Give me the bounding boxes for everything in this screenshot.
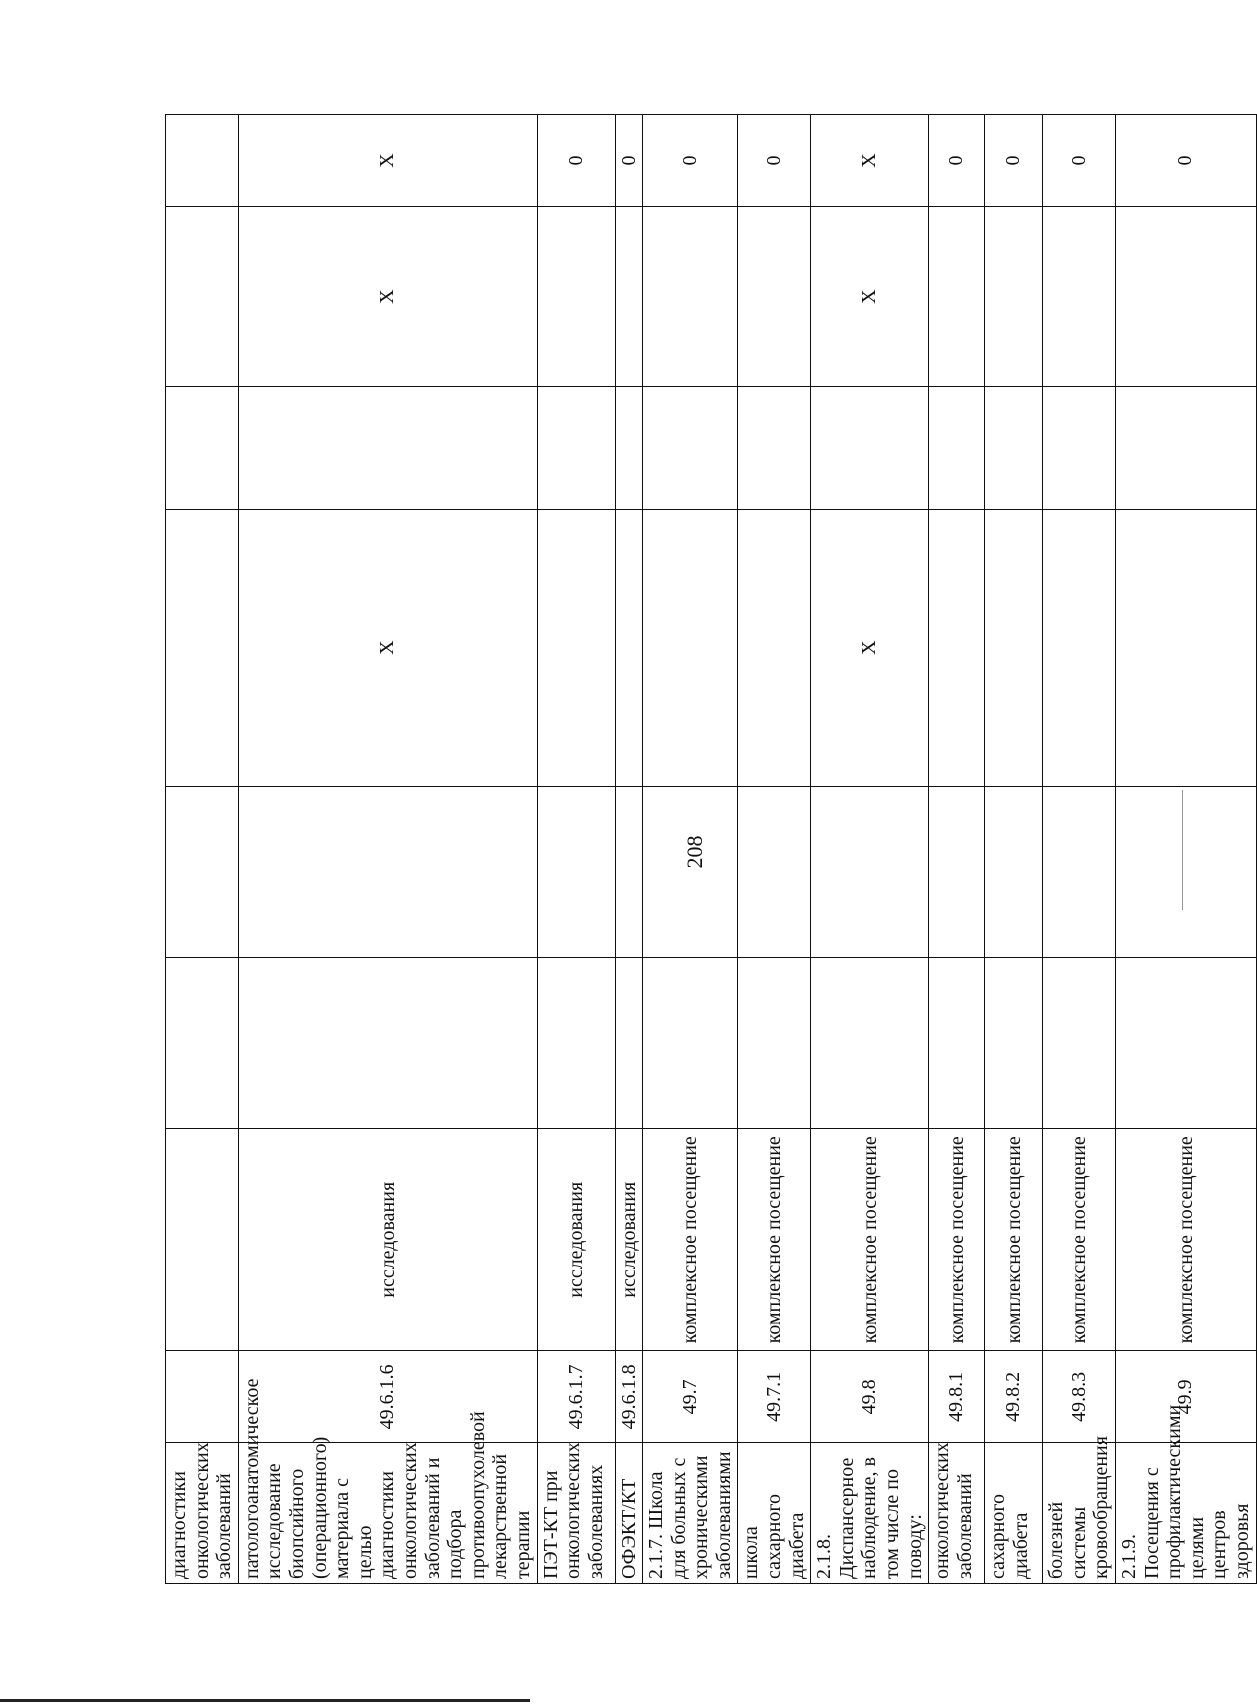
page-number: 208 xyxy=(682,835,707,869)
row-empty-cell xyxy=(643,957,738,1128)
row-mark-cell xyxy=(615,206,643,386)
row-empty-cell xyxy=(166,957,239,1128)
table-row xyxy=(238,115,537,1584)
data-table xyxy=(165,114,1257,1584)
row-name-cell: сахарного диабета xyxy=(985,1443,1043,1584)
scan-mark xyxy=(1182,790,1183,910)
row-unit-cell: комплексное посещение xyxy=(738,1129,811,1351)
row-value-cell: X xyxy=(811,115,929,207)
row-mark-cell xyxy=(1043,387,1116,510)
row-code-cell: 49.8.2 xyxy=(985,1351,1043,1443)
row-value-cell: X xyxy=(238,115,537,207)
row-mark-cell xyxy=(537,786,615,957)
row-mark-cell xyxy=(643,509,738,786)
row-mark-cell xyxy=(643,786,738,957)
row-mark-cell: X xyxy=(238,509,537,786)
row-code-cell: 49.6.1.6 xyxy=(238,1351,537,1443)
row-code-cell: 49.8 xyxy=(811,1351,929,1443)
row-mark-cell xyxy=(738,387,811,510)
row-unit-cell: комплексное посещение xyxy=(1116,1129,1257,1351)
row-empty-cell xyxy=(738,957,811,1128)
row-code-cell: 49.7 xyxy=(643,1351,738,1443)
row-mark-cell xyxy=(615,509,643,786)
row-mark-cell: X xyxy=(238,206,537,386)
row-empty-cell xyxy=(985,957,1043,1128)
row-mark-cell xyxy=(929,206,985,386)
row-mark-cell xyxy=(1043,786,1116,957)
row-mark-cell xyxy=(238,786,537,957)
row-mark-cell xyxy=(615,387,643,510)
table-row xyxy=(643,115,738,1584)
row-mark-cell xyxy=(537,387,615,510)
row-unit-cell: исследования xyxy=(537,1129,615,1351)
row-value-cell: 0 xyxy=(615,115,643,207)
table-row xyxy=(811,115,929,1584)
rotated-table-container xyxy=(165,114,1253,1584)
row-mark-cell xyxy=(1116,786,1257,957)
table-row xyxy=(615,115,643,1584)
row-mark-cell xyxy=(738,206,811,386)
row-name-cell: 2.1.7. Школа для больных с хроническими заболеваниями xyxy=(643,1443,738,1584)
row-value-cell: 0 xyxy=(929,115,985,207)
row-name-cell: онкологических заболеваний xyxy=(929,1443,985,1584)
row-empty-cell xyxy=(1116,957,1257,1128)
row-unit-cell: исследования xyxy=(238,1129,537,1351)
row-mark-cell: X xyxy=(811,509,929,786)
row-empty-cell xyxy=(929,957,985,1128)
table-row xyxy=(537,115,615,1584)
row-empty-cell xyxy=(537,957,615,1128)
row-name-cell: ПЭТ-КТ при онкологических заболеваниях xyxy=(537,1443,615,1584)
row-unit-cell: комплексное посещение xyxy=(1043,1129,1116,1351)
row-unit-cell: комплексное посещение xyxy=(985,1129,1043,1351)
row-code-cell: 49.8.3 xyxy=(1043,1351,1116,1443)
row-name-cell: патологоанатомическое исследование биопсийного (операционного) материала с целью диагностики онкологических заболеваний и подбора противоопухолевой лекарственной терапии xyxy=(238,1443,537,1584)
row-mark-cell xyxy=(166,206,239,386)
row-name-cell: диагностики онкологических заболеваний xyxy=(166,1443,239,1584)
row-value-cell: 0 xyxy=(643,115,738,207)
row-code-cell: 49.9 xyxy=(1116,1351,1257,1443)
row-mark-cell xyxy=(929,387,985,510)
row-empty-cell xyxy=(1043,957,1116,1128)
row-mark-cell xyxy=(1116,509,1257,786)
row-mark-cell xyxy=(643,206,738,386)
row-empty-cell xyxy=(615,957,643,1128)
row-mark-cell xyxy=(537,206,615,386)
row-mark-cell xyxy=(615,786,643,957)
row-mark-cell xyxy=(929,509,985,786)
row-name-cell: 2.1.9. Посещения с профилактическими целями центров здоровья xyxy=(1116,1443,1257,1584)
table-row xyxy=(985,115,1043,1584)
table-row xyxy=(166,115,239,1584)
row-mark-cell xyxy=(537,509,615,786)
row-value-cell: 0 xyxy=(738,115,811,207)
row-mark-cell xyxy=(985,509,1043,786)
row-mark-cell xyxy=(1116,206,1257,386)
table-row xyxy=(738,115,811,1584)
row-empty-cell xyxy=(238,957,537,1128)
row-code-cell: 49.6.1.7 xyxy=(537,1351,615,1443)
row-value-cell xyxy=(166,115,239,207)
row-mark-cell xyxy=(238,387,537,510)
row-name-cell: болезней системы кровообращения xyxy=(1043,1443,1116,1584)
row-mark-cell: X xyxy=(811,206,929,386)
row-mark-cell xyxy=(1043,206,1116,386)
row-mark-cell xyxy=(738,786,811,957)
row-code-cell: 49.8.1 xyxy=(929,1351,985,1443)
row-code-cell xyxy=(166,1351,239,1443)
row-code-cell: 49.7.1 xyxy=(738,1351,811,1443)
row-unit-cell xyxy=(166,1129,239,1351)
row-mark-cell xyxy=(985,786,1043,957)
row-mark-cell xyxy=(166,387,239,510)
row-name-cell: ОФЭКТ/КТ xyxy=(615,1443,643,1584)
table-row xyxy=(1116,115,1257,1584)
row-value-cell: 0 xyxy=(1043,115,1116,207)
footer-rule xyxy=(0,1699,530,1702)
table-row xyxy=(1043,115,1116,1584)
table-body xyxy=(166,115,1257,1584)
row-code-cell: 49.6.1.8 xyxy=(615,1351,643,1443)
row-mark-cell xyxy=(1116,387,1257,510)
row-mark-cell xyxy=(166,786,239,957)
row-name-cell: 2.1.8. Диспансерное наблюдение, в том числе по поводу: xyxy=(811,1443,929,1584)
row-value-cell: 0 xyxy=(1116,115,1257,207)
row-mark-cell xyxy=(985,387,1043,510)
row-unit-cell: исследования xyxy=(615,1129,643,1351)
row-value-cell: 0 xyxy=(985,115,1043,207)
table-row xyxy=(929,115,985,1584)
row-empty-cell xyxy=(811,957,929,1128)
row-mark-cell xyxy=(738,509,811,786)
row-unit-cell: комплексное посещение xyxy=(643,1129,738,1351)
row-value-cell: 0 xyxy=(537,115,615,207)
row-mark-cell xyxy=(985,206,1043,386)
row-mark-cell xyxy=(811,786,929,957)
row-mark-cell xyxy=(166,509,239,786)
row-name-cell: школа сахарного диабета xyxy=(738,1443,811,1584)
row-unit-cell: комплексное посещение xyxy=(929,1129,985,1351)
row-mark-cell xyxy=(811,387,929,510)
row-mark-cell xyxy=(929,786,985,957)
row-mark-cell xyxy=(643,387,738,510)
row-mark-cell xyxy=(1043,509,1116,786)
row-unit-cell: комплексное посещение xyxy=(811,1129,929,1351)
